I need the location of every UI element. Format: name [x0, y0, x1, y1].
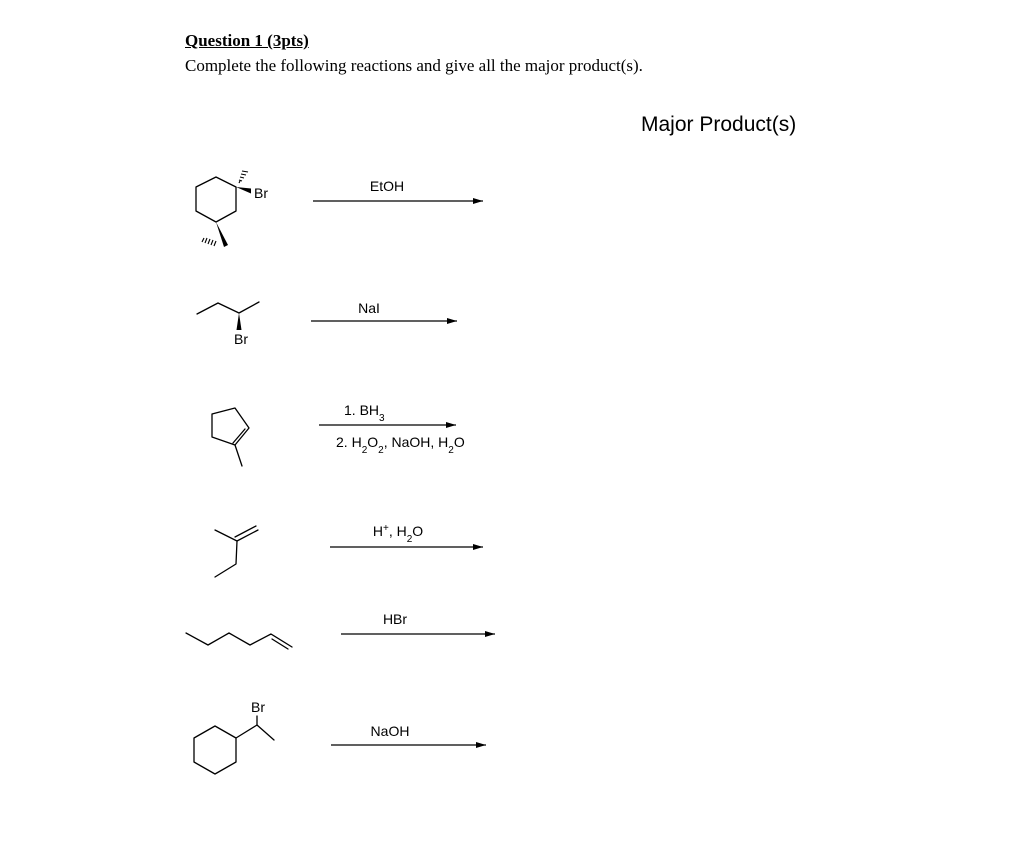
- reactant-6-structure: [194, 699, 274, 774]
- reactant-1-br-label: Br: [254, 185, 268, 201]
- reactant-3-structure: [212, 408, 249, 466]
- reaction-4: [215, 523, 483, 578]
- reactant-2-br-label: Br: [234, 331, 248, 347]
- reagent-1-text: EtOH: [369, 178, 405, 194]
- reactant-6-br-label: Br: [251, 699, 265, 715]
- reagent-6-text: NaOH: [370, 723, 410, 739]
- reagent-5-text: HBr: [382, 611, 408, 627]
- reaction-6: [194, 699, 486, 774]
- reactant-2-structure: [197, 302, 259, 347]
- reaction-2: [197, 300, 457, 347]
- reagent-4-text: H+, $H_2O$: [372, 522, 424, 545]
- reagent-3-step2: 2. $H_2O_2$, NaOH, $H_2O$: [336, 434, 465, 456]
- reagent-3-step1: 1. $BH_3$: [344, 402, 385, 424]
- reaction-1: [196, 171, 483, 247]
- reactant-5-structure: [186, 633, 292, 649]
- question-instructions: Complete the following reactions and give all the major product(s).: [185, 56, 643, 75]
- question-title: Question 1 (3pts): [185, 31, 309, 50]
- reaction-3: [212, 402, 465, 466]
- reactant-1-structure: [196, 171, 268, 247]
- reagent-2-text: NaI: [358, 300, 380, 316]
- reactant-4-structure: [215, 526, 258, 577]
- reaction-5: [186, 611, 495, 649]
- major-products-heading: Major Product(s): [641, 113, 797, 136]
